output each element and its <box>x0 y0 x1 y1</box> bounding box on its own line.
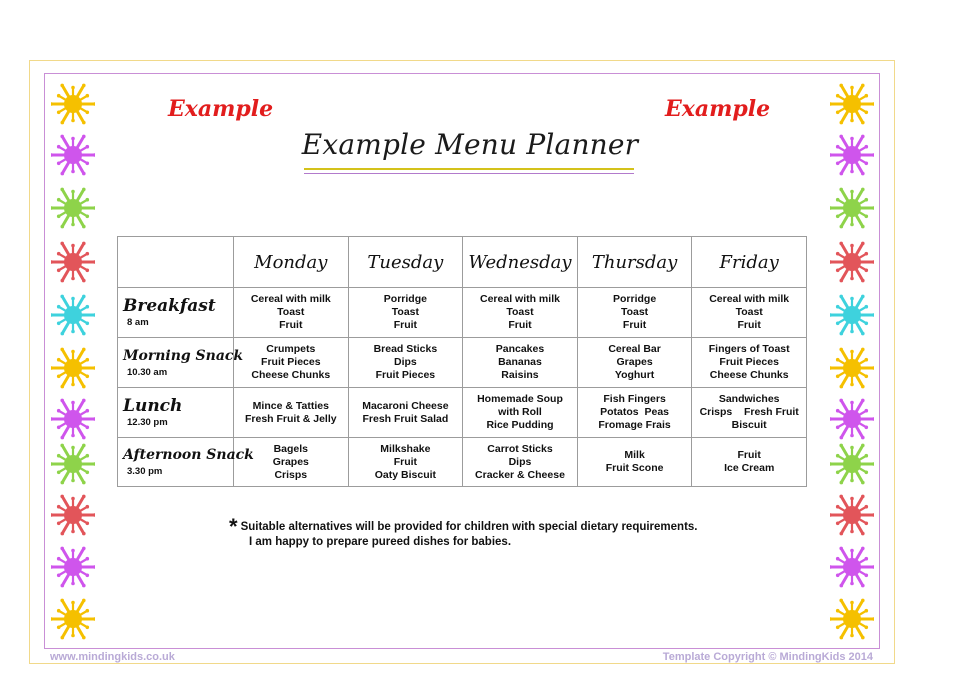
paint-splat-icon <box>51 493 95 537</box>
menu-item: Fruit <box>508 319 532 331</box>
menu-item: Grapes <box>272 455 309 468</box>
menu-cell-tuesday <box>348 288 463 338</box>
menu-item: Milkshake <box>380 442 431 455</box>
paint-splat-icon <box>830 82 874 126</box>
menu-item: Raisins <box>501 369 539 381</box>
asterisk-mark: * <box>229 514 238 539</box>
menu-cell-thursday <box>577 438 692 487</box>
header-corner-cell <box>118 237 234 288</box>
menu-item: Bananas <box>498 356 542 368</box>
footer-copyright: Template Copyright © MindingKids 2014 <box>662 651 873 663</box>
paint-splat-icon <box>51 545 95 589</box>
menu-item: Biscuit <box>731 419 767 431</box>
paint-splat-icon <box>51 597 95 641</box>
menu-cell-monday <box>234 288 349 338</box>
menu-item: Fruit <box>622 319 647 331</box>
menu-item: Fish Fingers <box>603 393 666 405</box>
menu-item: Fresh Fruit Salad <box>362 412 449 425</box>
paint-splat-icon <box>830 133 874 177</box>
paint-splat-icon <box>830 186 874 230</box>
menu-item: Crumpets <box>266 343 316 355</box>
paint-splat-icon <box>830 493 874 537</box>
paint-splat-icon <box>51 133 95 177</box>
paint-splat-icon <box>830 545 874 589</box>
paint-splat-icon <box>51 397 95 441</box>
example-label-left: Example <box>168 96 274 122</box>
menu-item: Toast <box>277 306 305 318</box>
menu-item: Crisps <box>274 468 308 481</box>
menu-item: Pancakes <box>495 343 545 355</box>
menu-cell-monday <box>234 338 349 388</box>
menu-cell-friday <box>692 438 807 487</box>
menu-item: Grapes <box>616 356 653 368</box>
menu-item: Fruit Pieces <box>375 369 436 381</box>
menu-item: Carrot Sticks <box>487 442 553 455</box>
menu-item: Toast <box>506 306 534 318</box>
menu-item: Fruit Pieces <box>719 356 779 368</box>
day-header-thursday: Thursday <box>577 237 692 288</box>
menu-cell-monday <box>234 388 349 438</box>
meal-label-cell <box>118 388 234 438</box>
menu-item: Bread Sticks <box>373 343 438 355</box>
paint-splat-icon <box>51 293 95 337</box>
meal-time: 10.30 am <box>127 366 168 378</box>
meal-row <box>118 288 807 338</box>
menu-item: Yoghurt <box>614 369 655 381</box>
note-line-2: I am happy to prepare pureed dishes for babies. <box>249 536 512 548</box>
header-row <box>118 237 807 288</box>
menu-item: Cheese Chunks <box>709 369 789 381</box>
menu-cell-wednesday <box>463 438 578 487</box>
menu-item: Potatos Peas <box>600 406 670 418</box>
menu-item: Milk <box>624 449 645 461</box>
menu-item: Toast <box>620 306 649 318</box>
menu-item: Oaty Biscuit <box>374 468 437 481</box>
menu-item: Crisps Fresh Fruit <box>699 406 799 418</box>
footer-website: www.mindingkids.co.uk <box>50 651 175 663</box>
meal-label-cell <box>118 338 244 388</box>
menu-cell-tuesday <box>348 338 463 388</box>
day-header-friday: Friday <box>692 237 807 288</box>
day-header-monday: Monday <box>234 237 349 288</box>
menu-item: Ice Cream <box>724 462 775 474</box>
meal-name: Morning Snack <box>123 347 244 364</box>
menu-cell-tuesday <box>348 438 463 487</box>
menu-cell-wednesday <box>463 338 578 388</box>
menu-item: Mince & Tatties <box>252 399 329 412</box>
meal-name: Lunch <box>123 395 183 416</box>
page-title: Example Menu Planner <box>301 128 639 161</box>
menu-item: Fresh Fruit & Jelly <box>244 412 337 425</box>
paint-splat-icon <box>51 346 95 390</box>
menu-item: Fruit <box>279 319 303 331</box>
menu-item: Porridge <box>612 293 657 305</box>
paint-splat-icon <box>51 240 95 284</box>
day-header-wednesday: Wednesday <box>463 237 578 288</box>
menu-item: Cracker & Cheese <box>475 468 565 481</box>
menu-cell-friday <box>692 388 807 438</box>
menu-cell-wednesday <box>463 388 578 438</box>
menu-item: Fruit <box>737 319 761 331</box>
menu-item: Cereal with milk <box>709 293 790 305</box>
paint-splat-icon <box>830 293 874 337</box>
title-underline-yellow <box>304 168 634 170</box>
menu-item: Homemade Soup <box>477 393 563 405</box>
menu-cell-wednesday <box>463 288 578 338</box>
menu-item: Fingers of Toast <box>708 343 790 355</box>
note-line-1: Suitable alternatives will be provided for children with special dietary requirements. <box>240 521 698 533</box>
menu-item: Cereal with milk <box>480 293 560 305</box>
meal-time: 3.30 pm <box>127 466 163 477</box>
paint-splat-icon <box>51 82 95 126</box>
menu-cell-friday <box>692 288 807 338</box>
menu-item: Cereal Bar <box>608 343 661 355</box>
meal-label-cell <box>118 438 254 487</box>
dietary-notes <box>229 514 698 550</box>
meal-label-cell <box>118 288 234 338</box>
menu-item: Bagels <box>273 442 309 455</box>
menu-item: Dips <box>394 356 417 368</box>
menu-cell-tuesday <box>348 388 463 438</box>
menu-table <box>117 236 807 487</box>
menu-item: Fruit <box>737 449 761 461</box>
menu-item: Fruit Pieces <box>261 356 321 368</box>
menu-item: Toast <box>391 306 419 318</box>
menu-item: Fruit <box>393 319 418 331</box>
menu-item: with Roll <box>498 406 542 418</box>
paint-splat-icon <box>830 346 874 390</box>
paint-splat-icon <box>51 186 95 230</box>
meal-row <box>118 438 807 487</box>
paint-splat-icon <box>51 442 95 486</box>
menu-item: Cereal with milk <box>250 293 331 305</box>
menu-cell-thursday <box>577 338 692 388</box>
paint-splat-icon <box>830 442 874 486</box>
menu-item: Fruit Scone <box>605 462 664 474</box>
meal-name: Afternoon Snack <box>123 447 254 463</box>
day-header-tuesday: Tuesday <box>348 237 463 288</box>
menu-item: Porridge <box>383 293 427 305</box>
menu-item: Rice Pudding <box>486 419 554 431</box>
paint-splat-icon <box>830 597 874 641</box>
menu-cell-thursday <box>577 288 692 338</box>
example-label-right: Example <box>665 96 771 122</box>
paint-splat-icon <box>830 397 874 441</box>
title-underline-purple <box>304 173 634 174</box>
menu-item: Fromage Frais <box>598 419 671 431</box>
menu-item: Fruit <box>393 455 418 468</box>
menu-cell-friday <box>692 338 807 388</box>
meal-time: 8 am <box>127 316 149 328</box>
menu-cell-thursday <box>577 388 692 438</box>
menu-item: Toast <box>735 306 763 318</box>
menu-item: Dips <box>508 455 532 468</box>
meal-row <box>118 388 807 438</box>
menu-item: Sandwiches <box>718 393 780 405</box>
meal-name: Breakfast <box>123 295 216 316</box>
meal-row <box>118 338 807 388</box>
meal-time: 12.30 pm <box>127 416 168 428</box>
paint-splat-icon <box>830 240 874 284</box>
menu-item: Cheese Chunks <box>251 369 331 381</box>
menu-item: Macaroni Cheese <box>362 399 449 412</box>
